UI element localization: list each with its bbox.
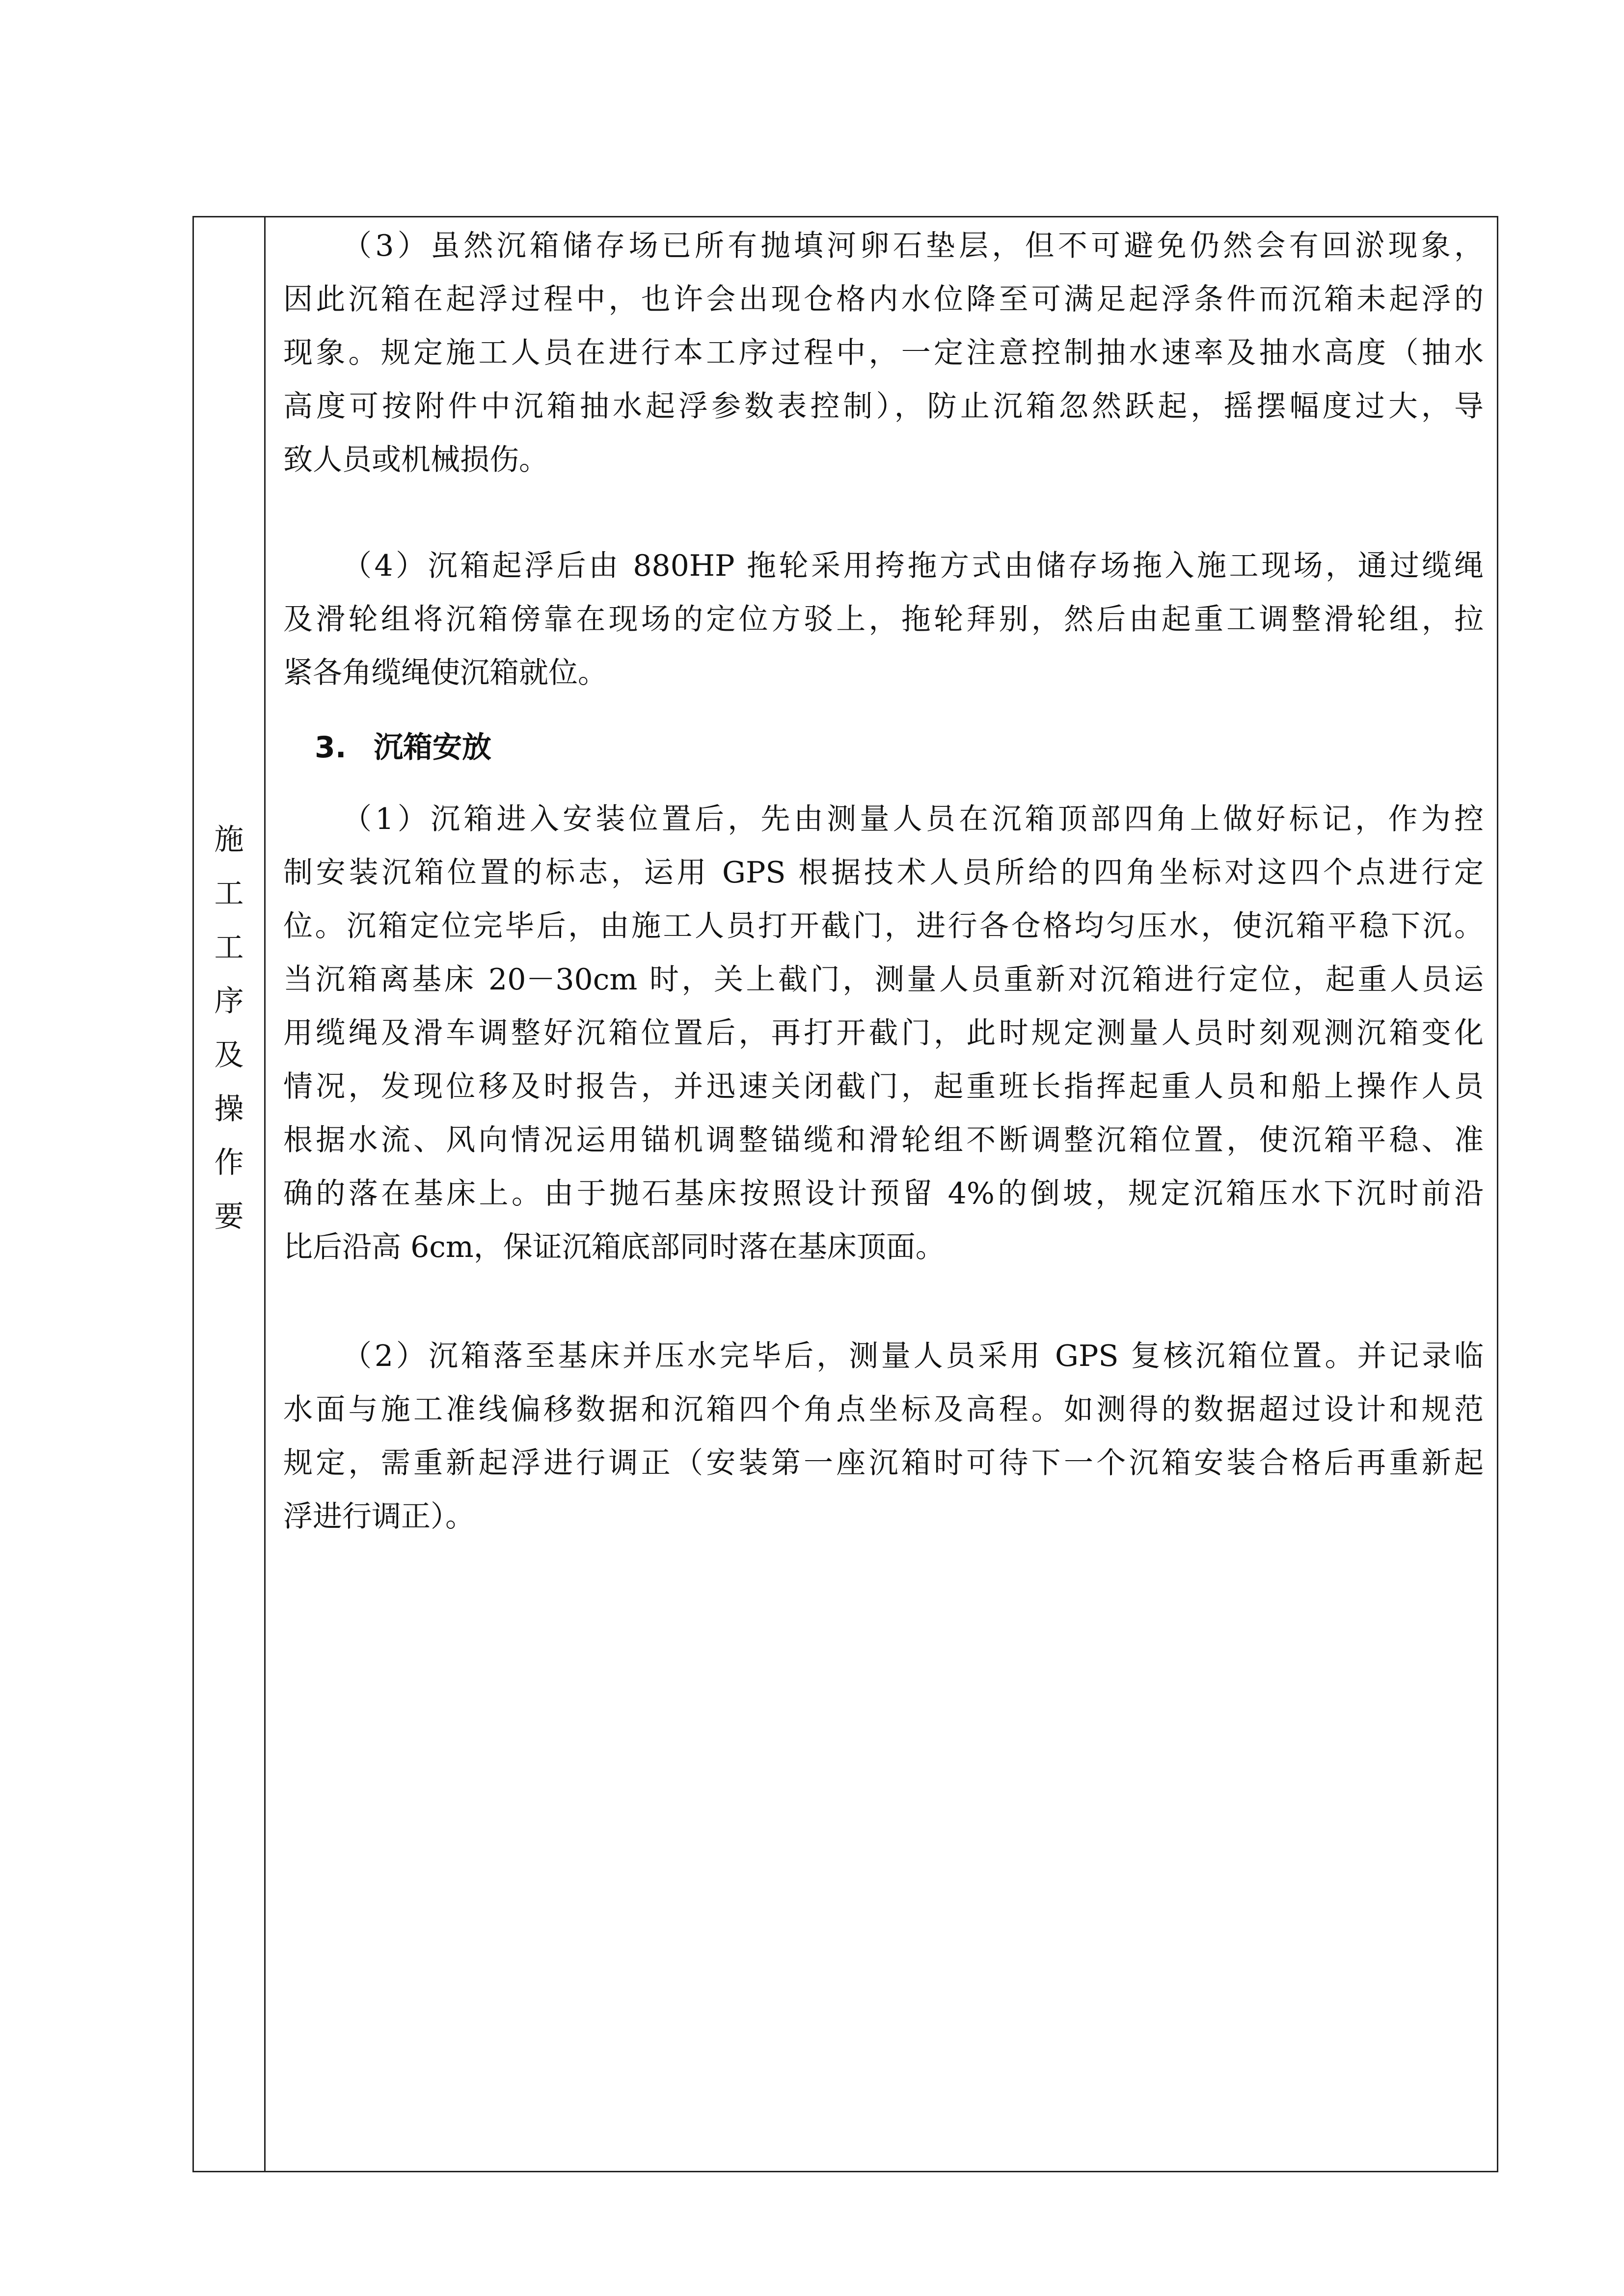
paragraph-step-2 (283, 1341, 1484, 1555)
section-title: 沉箱安放 (374, 730, 491, 765)
section-number: 3. (315, 730, 347, 765)
side-label-char: 工 (214, 931, 244, 965)
text-line: 及滑轮组将沉箱傍靠在现场的定位方驳上，拖轮拜别，然后由起重工调整滑轮组，拉 (283, 602, 1484, 637)
text-line: 浮进行调正）。 (283, 1499, 475, 1534)
side-label-char: 操 (214, 1092, 244, 1126)
text-line: （1）沉箱进入安装位置后，先由测量人员在沉箱顶部四角上做好标记，作为控 (342, 802, 1484, 836)
side-label-char: 作 (214, 1146, 244, 1180)
text-line: 确的落在基床上。由于抛石基床按照设计预留 4%的倒坡，规定沉箱压水下沉时前沿 (283, 1176, 1484, 1211)
text-line: 紧各角缆绳使沉箱就位。 (283, 656, 607, 690)
text-line: 水面与施工准线偏移数据和沉箱四个角点坐标及高程。如测得的数据超过设计和规范 (283, 1392, 1484, 1427)
text-line: （3）虽然沉箱储存场已所有抛填河卵石垫层，但不可避免仍然会有回淤现象， (342, 229, 1484, 263)
text-line: （2）沉箱落至基床并压水完毕后，测量人员采用 GPS 复核沉箱位置。并记录临 (342, 1339, 1484, 1373)
side-label-char: 序 (214, 984, 244, 1018)
side-label-char: 要 (214, 1200, 244, 1234)
text-line: 用缆绳及滑车调整好沉箱位置后，再打开截门，此时规定测量人员时刻观测沉箱变化 (283, 1016, 1484, 1050)
text-line: 高度可按附件中沉箱抽水起浮参数表控制），防止沉箱忽然跃起，摇摆幅度过大，导 (283, 389, 1484, 424)
text-line: 因此沉箱在起浮过程中，也许会出现仓格内水位降至可满足起浮条件而沉箱未起浮的 (283, 282, 1484, 317)
text-line: 情况，发现位移及时报告，并迅速关闭截门，起重班长指挥起重人员和船上操作人员 (283, 1069, 1484, 1104)
text-line: 位。沉箱定位完毕后，由施工人员打开截门，进行各仓格均匀压水，使沉箱平稳下沉。 (283, 909, 1484, 943)
text-line: 致人员或机械损伤。 (283, 443, 548, 477)
side-label-char: 工 (214, 877, 244, 911)
paragraph-step-1 (283, 804, 1484, 1286)
text-line: 当沉箱离基床 20－30cm 时，关上截门，测量人员重新对沉箱进行定位，起重人员运 (283, 962, 1484, 997)
paragraph-item-4 (283, 551, 1484, 712)
text-line: 制安装沉箱位置的标志，运用 GPS 根据技术人员所给的四角坐标对这四个点进行定 (283, 855, 1484, 890)
section-heading (315, 730, 491, 765)
side-label-char: 及 (214, 1038, 244, 1072)
text-line: 现象。规定施工人员在进行本工序过程中，一定注意控制抽水速率及抽水高度（抽水 (283, 336, 1484, 370)
text-line: 规定，需重新起浮进行调正（安装第一座沉箱时可待下一个沉箱安装合格后再重新起 (283, 1446, 1484, 1480)
content-cell (266, 217, 1497, 2171)
paragraph-item-3 (283, 231, 1484, 499)
text-line: 比后沿高 6cm，保证沉箱底部同时落在基床顶面。 (283, 1230, 945, 1264)
side-label-char: 施 (214, 823, 244, 857)
text-line: （4）沉箱起浮后由 880HP 拖轮采用挎拖方式由储存场拖入施工现场，通过缆绳 (342, 549, 1484, 583)
procedure-table (192, 216, 1498, 2172)
text-line: 根据水流、风向情况运用锚机调整锚缆和滑轮组不断调整沉箱位置，使沉箱平稳、准 (283, 1123, 1484, 1157)
side-label-cell (194, 217, 266, 2171)
